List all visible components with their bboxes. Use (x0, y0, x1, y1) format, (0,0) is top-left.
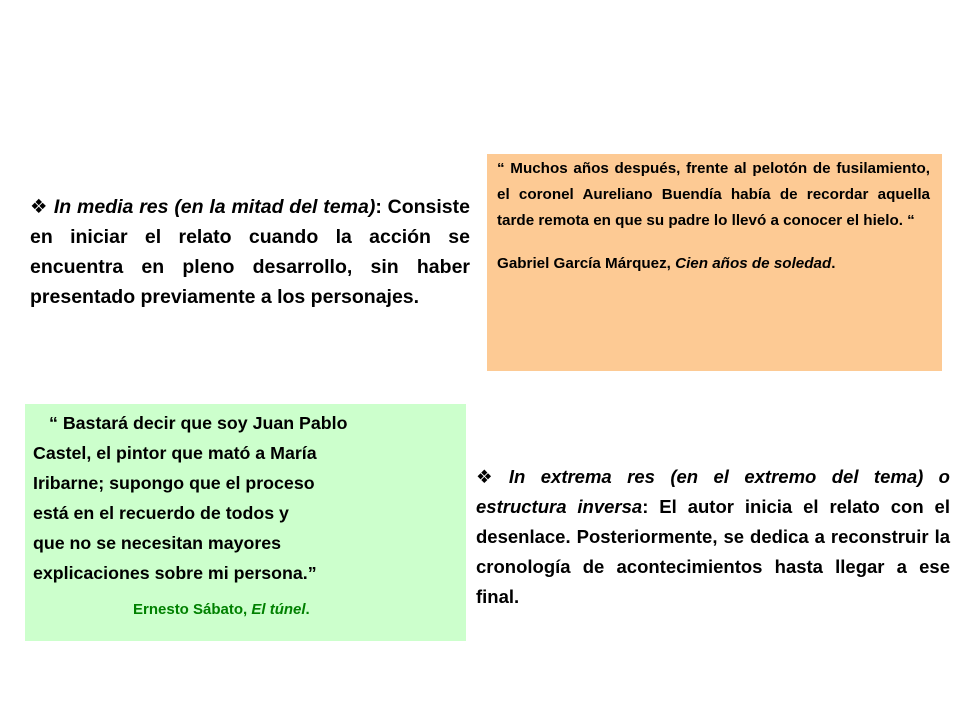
author-end: . (831, 255, 836, 272)
quote-line: Iribarne; supongo que el proceso (33, 473, 315, 493)
quote-line: “ Bastará decir que soy Juan Pablo (49, 413, 348, 433)
quote-text-garcia-marquez: “ Muchos años después, frente al pelotón de fusilamiento, el coronel Aureliano Buendía había de recordar aquella tarde remota en que su padre lo llevó a conocer el hielo. “ (497, 160, 930, 229)
diamond-bullet-icon: ❖ (30, 196, 48, 218)
quote-line: está en el recuerdo de todos y (33, 503, 289, 523)
term-separator: : (642, 496, 649, 517)
term-in-media-res: In media res (en la mitad del tema) (53, 196, 376, 218)
bullet-in-extrema-res (476, 462, 950, 612)
quote-box-garcia-marquez (487, 154, 942, 371)
definition-in-media-res: Consiste en iniciar el relato cuando la acción se encuentra en pleno desarrollo, sin haber presentado previamente a los personajes. (30, 196, 470, 308)
work-title: El túnel (251, 601, 306, 618)
term-in-extrema-res: In extrema res (en el extremo del tema) o estructura inversa (476, 466, 950, 517)
author-end: . (305, 601, 310, 618)
quote-author-garcia-marquez (497, 251, 930, 277)
work-title: Cien años de soledad (675, 255, 832, 272)
quote-box-sabato (25, 404, 466, 641)
quote-line: que no se necesitan mayores (33, 533, 282, 553)
bullet-in-media-res (30, 192, 470, 312)
diamond-bullet-icon: ❖ (476, 466, 503, 487)
author-name: Gabriel García Márquez, (497, 255, 676, 272)
quote-line: explicaciones sobre mi persona.” (33, 563, 317, 583)
author-name: Ernesto Sábato, (133, 601, 252, 618)
quote-line: Castel, el pintor que mató a María (33, 443, 317, 463)
definition-in-extrema-res: El autor inicia el relato con el desenlace. Posteriormente, se dedica a reconstruir la cronología de acontecimientos hasta llegar a ese final. (476, 496, 950, 607)
term-separator: : (375, 196, 382, 218)
quote-author-sabato (33, 595, 456, 625)
